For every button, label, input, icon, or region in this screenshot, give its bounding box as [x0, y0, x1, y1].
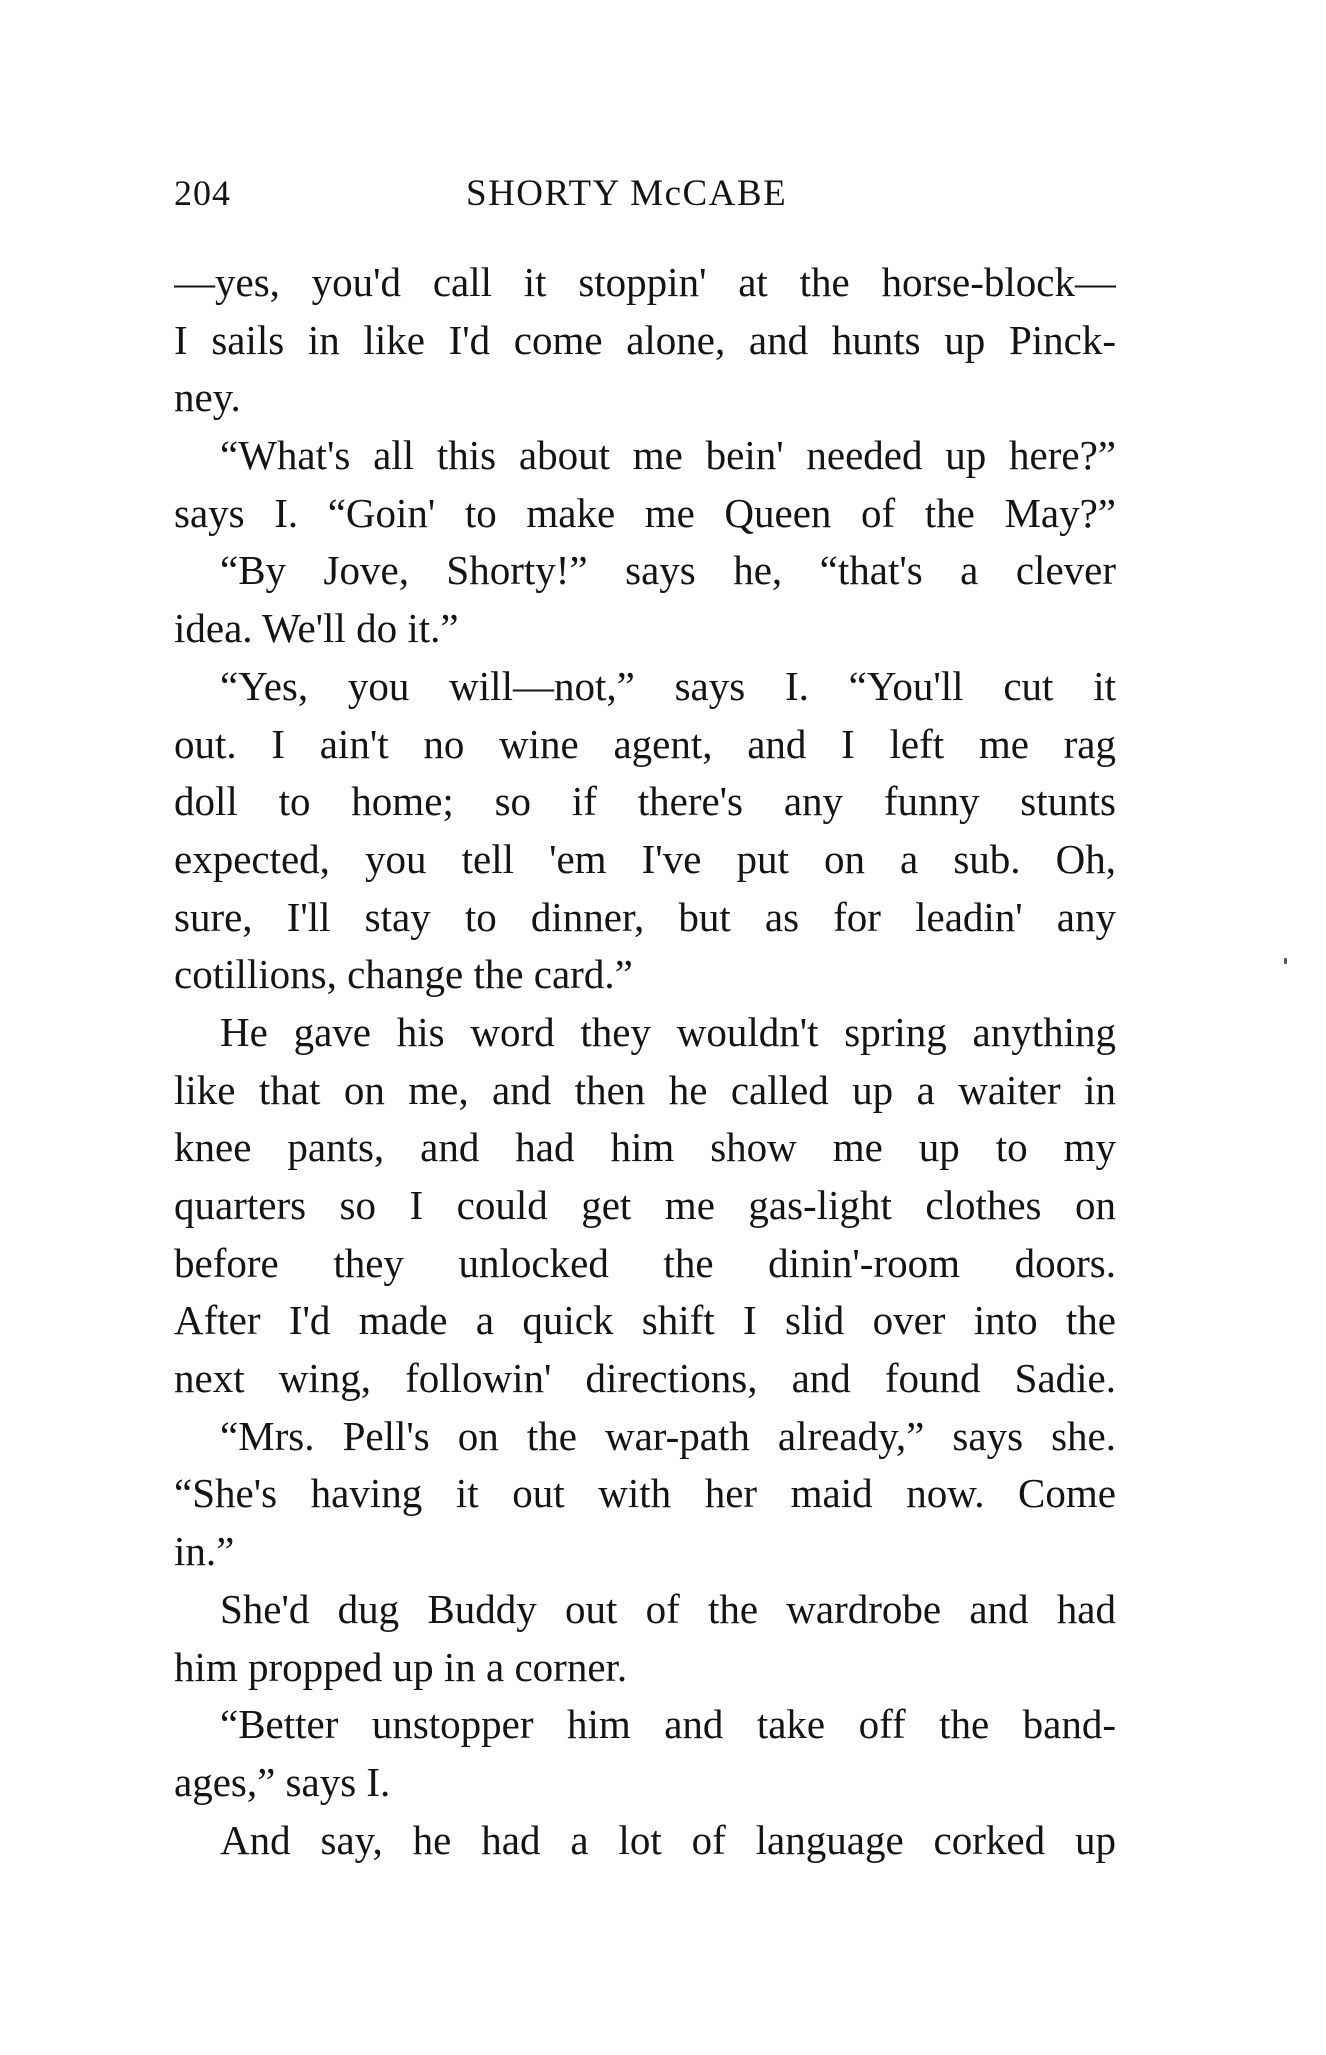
text-line: expected, you tell 'em I've put on a sub. Oh,: [174, 835, 1116, 882]
body-text: [174, 254, 1116, 1869]
text-line: He gave his word they wouldn't spring anything: [220, 1008, 1116, 1055]
text-line: like that on me, and then he called up a waiter in: [174, 1066, 1116, 1113]
text-line: idea. We'll do it.”: [174, 605, 459, 652]
text-line: ages,” says I.: [174, 1758, 391, 1805]
text-line: —yes, you'd call it stoppin' at the horse-block—: [174, 259, 1116, 305]
text-line: I sails in like I'd come alone, and hunts up Pinck-: [174, 316, 1116, 363]
paper-speck: [1284, 958, 1287, 964]
text-line: “She's having it out with her maid now. Come: [174, 1470, 1116, 1517]
text-line: knee pants, and had him show me up to my: [174, 1124, 1116, 1171]
text-line: She'd dug Buddy out of the wardrobe and had: [220, 1585, 1116, 1632]
text-line: “By Jove, Shorty!” says he, “that's a clever: [220, 547, 1116, 594]
text-line: in.”: [174, 1528, 235, 1575]
text-line: “What's all this about me bein' needed up here?”: [220, 432, 1116, 479]
text-line: quarters so I could get me gas-light clothes on: [174, 1182, 1116, 1228]
text-line: says I. “Goin' to make me Queen of the May?”: [174, 489, 1116, 536]
text-line: sure, I'll stay to dinner, but as for leadin' any: [174, 893, 1116, 940]
text-line: “Yes, you will—not,” says I. “You'll cut it: [220, 662, 1116, 709]
text-line: “Mrs. Pell's on the war-path already,” says she.: [220, 1412, 1116, 1459]
page-header: [174, 172, 1114, 222]
text-line: doll to home; so if there's any funny stunts: [174, 778, 1116, 825]
text-line: “Better unstopper him and take off the band-: [220, 1701, 1116, 1748]
text-line: And say, he had a lot of language corked up: [220, 1816, 1116, 1863]
text-line: him propped up in a corner.: [174, 1643, 628, 1690]
text-line: After I'd made a quick shift I slid over into the: [174, 1297, 1116, 1344]
running-head: SHORTY McCABE: [466, 173, 788, 214]
text-line: before they unlocked the dinin'-room doors.: [174, 1239, 1116, 1286]
text-line: cotillions, change the card.”: [174, 951, 633, 998]
text-line: next wing, followin' directions, and found Sadie.: [174, 1355, 1116, 1402]
text-line: ney.: [174, 374, 241, 421]
text-line: out. I ain't no wine agent, and I left me rag: [174, 720, 1116, 767]
page-number: 204: [174, 173, 231, 213]
